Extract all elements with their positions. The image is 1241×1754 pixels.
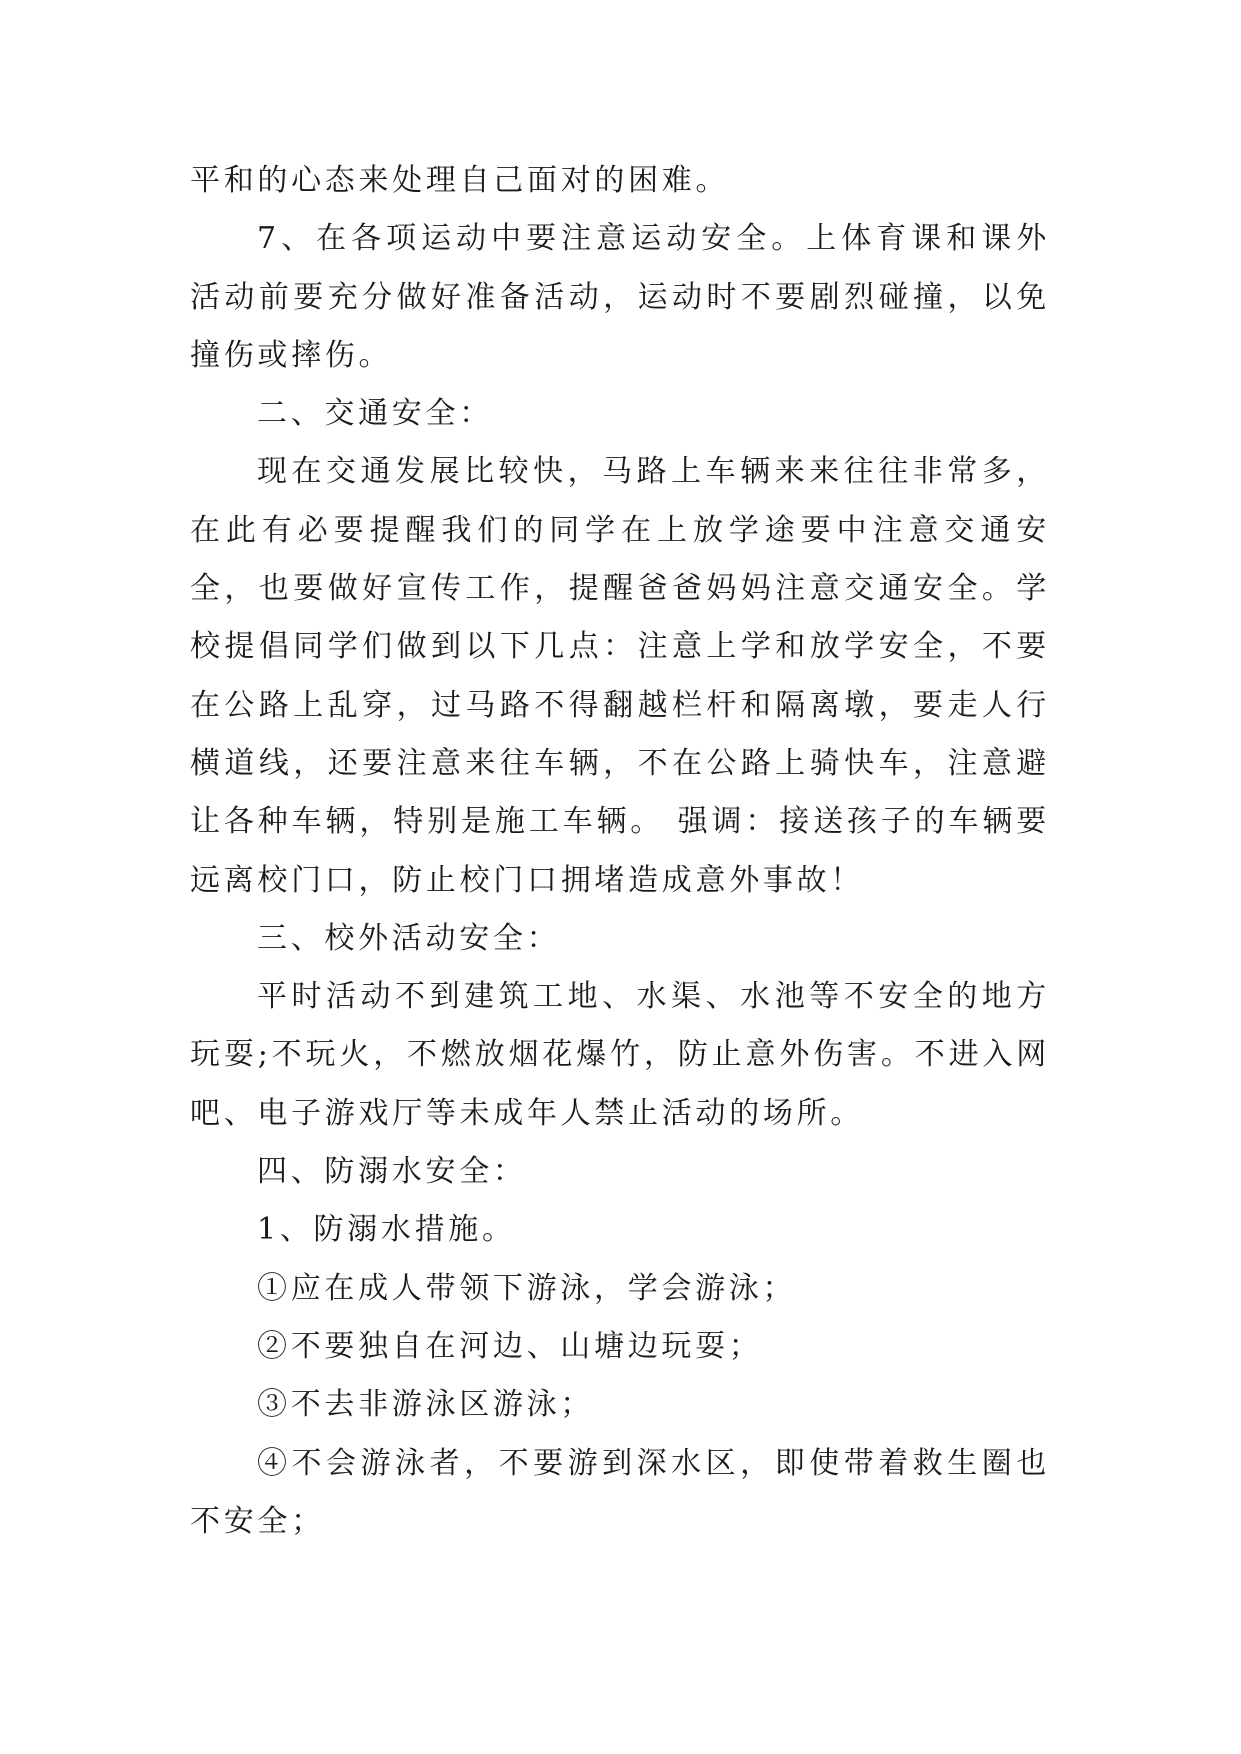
- document-body: [190, 152, 1050, 1551]
- section-heading: 二、交通安全：: [257, 396, 493, 432]
- paragraph: 平和的心态来处理自己面对的困难。: [190, 163, 730, 198]
- paragraph: 平时活动不到建筑工地、水渠、水池等不安全的地方玩耍;不玩火，不燃放烟花爆竹，防止意外伤害。不进入网吧、电子游戏厅等未成年人禁止活动的场所。: [190, 979, 1050, 1131]
- paragraph: 现在交通发展比较快，马路上车辆来来往往非常多，在此有必要提醒我们的同学在上放学途要中注意交通安全，也要做好宣传工作，提醒爸爸妈妈注意交通安全。学校提倡同学们做到以下几点：注意上学和放学安全，不要在公路上乱穿，过马路不得翻越栏杆和隔离墩，要走人行横道线，还要注意来往车辆，不在公路上骑快车，注意避让各种车辆，特别是施工车辆。 强调：接送孩子的车辆要远离校门口，防止校门口拥堵造成意外事故！: [190, 454, 1050, 898]
- section-heading: 四、防溺水安全：: [257, 1154, 527, 1190]
- list-heading: 1、防溺水措施。: [257, 1212, 516, 1248]
- list-item: ③不去非游泳区游泳；: [257, 1387, 594, 1423]
- paragraph: 7、在各项运动中要注意运动安全。上体育课和课外活动前要充分做好准备活动，运动时不要剧烈碰撞，以免撞伤或摔伤。: [190, 221, 1050, 373]
- list-item: ②不要独自在河边、山塘边玩耍；: [257, 1328, 763, 1364]
- list-item: ④不会游泳者，不要游到深水区，即使带着救生圈也不安全；: [190, 1445, 1050, 1539]
- list-item: ①应在成人带领下游泳，学会游泳；: [257, 1270, 797, 1306]
- section-heading: 三、校外活动安全：: [257, 920, 561, 956]
